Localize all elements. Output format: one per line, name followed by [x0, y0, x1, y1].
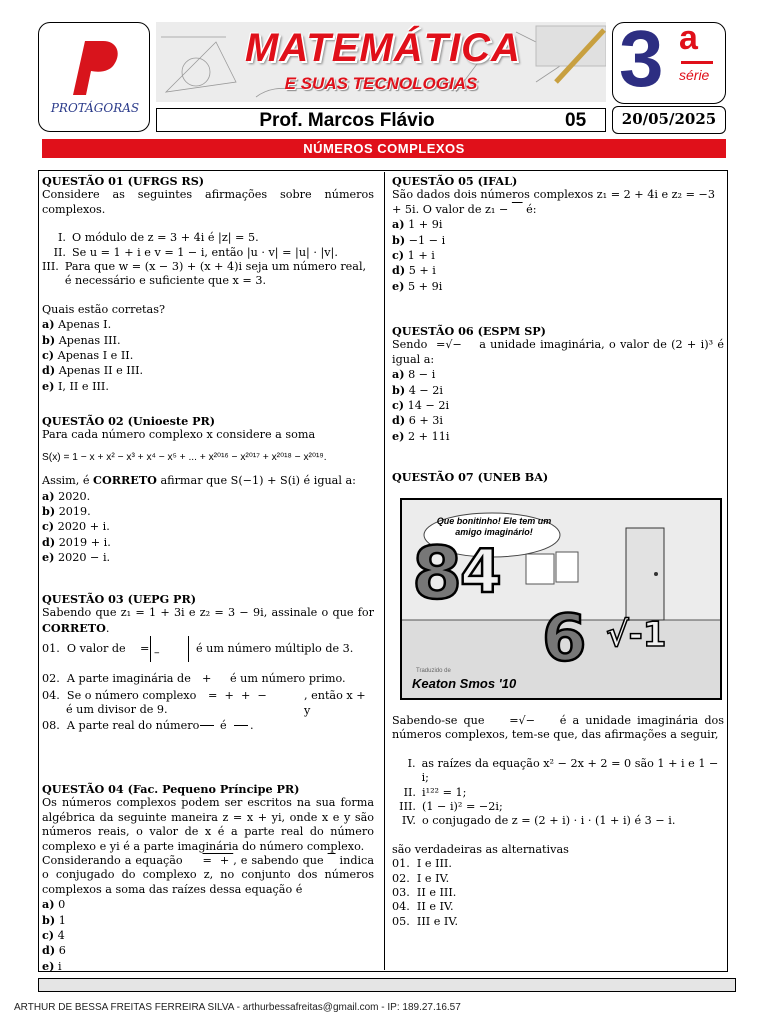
footer-watermark: ARTHUR DE BESSA FREITAS FERREIRA SILVA - arthurbessafreitas@gmail.com - IP: 189.27.16.57: [14, 1002, 461, 1013]
question-title: QUESTÃO 07 (UNEB BA): [392, 470, 549, 484]
option-c: c) 2020 + i.: [42, 519, 110, 534]
question-title: QUESTÃO 02 (Unioeste PR): [42, 414, 216, 428]
question-title: QUESTÃO 04 (Fac. Pequeno Príncipe PR): [42, 782, 300, 796]
sum-item-02: 02. A parte imaginária de + é um número primo.: [42, 672, 346, 686]
sum-item-08: 08. A parte real do número é .: [42, 719, 254, 733]
option-a: a) 1 + 9i: [392, 217, 443, 232]
grade-sup: a: [679, 19, 698, 57]
protagoras-logo-icon: [59, 33, 129, 103]
svg-text:6: 6: [542, 602, 587, 676]
statement-item: II. i¹²² = 1;: [403, 785, 467, 799]
option-b: b) 2019.: [42, 504, 91, 519]
question-07: [392, 470, 724, 484]
question-ask: Quais estão corretas?: [42, 302, 165, 316]
option-b: b) 4 − 2i: [392, 382, 443, 397]
title-banner: [156, 22, 606, 102]
grade-number: 3: [619, 14, 664, 103]
professor-bar: [156, 108, 606, 132]
column-divider: [384, 172, 385, 970]
list-number: 05: [565, 110, 587, 131]
logo-text: PROTÁGORAS: [50, 101, 140, 115]
option-d: d) 5 + i: [392, 263, 436, 278]
banner-title: MATEMÁTICA: [245, 26, 521, 70]
question-06: [392, 324, 724, 444]
question-05: [392, 174, 724, 294]
question-03: [42, 592, 374, 736]
statement-item: I. O módulo de z = 3 + 4i é |z| = 5.: [58, 231, 259, 245]
cartoon-image: [400, 498, 722, 700]
sum-item-04: 04. Se o número complexo = + + − , então x + y é um divisor de 9.: [42, 689, 366, 717]
option-01: 01. I e III.: [392, 857, 452, 871]
topic-bar: [42, 139, 726, 158]
statement-item: III. (1 − i)² = −2i;: [399, 800, 503, 814]
option-e: e) 5 + 9i: [392, 278, 443, 293]
banner-subtitle: E SUAS TECNOLOGIAS: [284, 74, 478, 93]
question-intro: Sabendo-se que =√− é a unidade imaginária dos números complexos, tem-se que, das afirmações a seguir,: [392, 714, 725, 742]
option-c: c) 4: [42, 928, 65, 943]
date-text: 20/05/2025: [621, 110, 717, 128]
question-text: Os números complexos podem ser escritos na sua forma algébrica da seguinte maneira z = x + yi, onde x e y são números reais, o valor de x é a parte real do número complexo e yi é a parte imaginária do número complexo.: [42, 796, 374, 853]
option-c: c) Apenas I e II.: [42, 348, 134, 363]
option-e: e) i: [42, 958, 62, 973]
statement-item: I. as raízes da equação x² − 2x + 2 = 0 são 1 + i e 1 − i;: [407, 756, 719, 785]
statement-item: IV. o conjugado de z = (2 + i) · i · (1 + i) é 3 − i.: [401, 814, 676, 828]
option-a: a) 2020.: [42, 488, 91, 503]
option-b: b) −1 − i: [392, 232, 446, 247]
question-title: QUESTÃO 05 (IFAL): [392, 174, 518, 188]
cartoon-speech: Que bonitinho! Ele tem um amigo imaginário!: [436, 516, 552, 537]
sum-formula: S(x) = 1 − x + x² − x³ + x⁴ − x⁵ + ... + x²⁰¹⁶ − x²⁰¹⁷ + x²⁰¹⁸ − x²⁰¹⁹.: [42, 451, 327, 463]
option-d: d) Apenas II e III.: [42, 363, 144, 378]
option-02: 02. I e IV.: [392, 871, 450, 885]
option-04: 04. II e IV.: [392, 900, 454, 914]
option-a: a) 8 − i: [392, 367, 436, 382]
option-a: a) Apenas I.: [42, 317, 112, 332]
grade-underline: [681, 61, 713, 64]
question-title: QUESTÃO 01 (UFRGS RS): [42, 174, 205, 188]
statement-item: III. Para que w = (x − 3) + (x + 4)i seja um número real, é necessário e suficiente que x = 3.: [42, 260, 367, 288]
bottom-bar: [38, 978, 736, 992]
question-title: QUESTÃO 06 (ESPM SP): [392, 324, 546, 338]
option-d: d) 6: [42, 943, 66, 958]
question-02: [42, 414, 374, 566]
option-05: 05. III e IV.: [392, 914, 459, 928]
question-title: QUESTÃO 03 (UEPG PR): [42, 592, 197, 606]
option-d: d) 2019 + i.: [42, 534, 111, 549]
option-e: e) 2020 − i.: [42, 550, 111, 565]
sum-item-01: 01. O valor de = – é um número múltiplo de 3.: [42, 642, 374, 672]
option-e: e) I, II e III.: [42, 378, 109, 393]
question-intro: Sendo =√− a unidade imaginária, o valor de (2 + i)³ é igual a:: [392, 338, 724, 366]
statement-item: II. Se u = 1 + i e v = 1 − i, então |u · v| = |u| · |v|.: [53, 245, 338, 259]
option-b: b) Apenas III.: [42, 332, 121, 347]
cartoon-signature: Keaton Smos '10: [412, 676, 517, 691]
option-03: 03. II e III.: [392, 886, 457, 900]
grade-box: [612, 14, 726, 104]
question-intro: Para cada número complexo x considere a soma: [42, 428, 316, 442]
topic-title: NÚMEROS COMPLEXOS: [303, 141, 465, 156]
cartoon-credit-small: Traduzido de: [416, 668, 451, 674]
question-ask: Assim, é CORRETO afirmar que S(−1) + S(i) é igual a:: [42, 473, 356, 488]
option-a: a) 0: [42, 897, 66, 912]
svg-text:4: 4: [460, 537, 502, 607]
question-01: [42, 174, 374, 394]
option-e: e) 2 + 11i: [392, 428, 450, 443]
professor-name: Prof. Marcos Flávio: [259, 110, 435, 131]
option-d: d) 6 + 3i: [392, 413, 443, 428]
option-c: c) 14 − 2i: [392, 398, 450, 413]
question-ask: são verdadeiras as alternativas: [392, 842, 569, 856]
svg-text:8: 8: [412, 531, 463, 615]
date-box: [612, 106, 726, 134]
option-b: b) 1: [42, 912, 66, 927]
svg-text:√-1: √-1: [606, 615, 667, 655]
question-text-2: Considerando a equação = + , e sabendo que indica o conjugado do complexo z, no conjunto dos números complexos a soma das raízes dessa equação é: [42, 854, 374, 896]
question-07-body: [392, 714, 724, 929]
grade-label: série: [679, 67, 710, 83]
option-c: c) 1 + i: [392, 248, 435, 263]
question-04: [42, 782, 374, 974]
logo-box: [38, 22, 150, 132]
question-intro: Sabendo que z₁ = 1 + 3i e z₂ = 3 − 9i, assinale o que for CORRETO.: [42, 606, 374, 635]
question-intro: Considere as seguintes afirmações sobre números complexos.: [42, 188, 374, 216]
question-intro: São dados dois números complexos z₁ = 2 + 4i e z₂ = −3 + 5i. O valor de z₁ − é:: [392, 188, 716, 216]
